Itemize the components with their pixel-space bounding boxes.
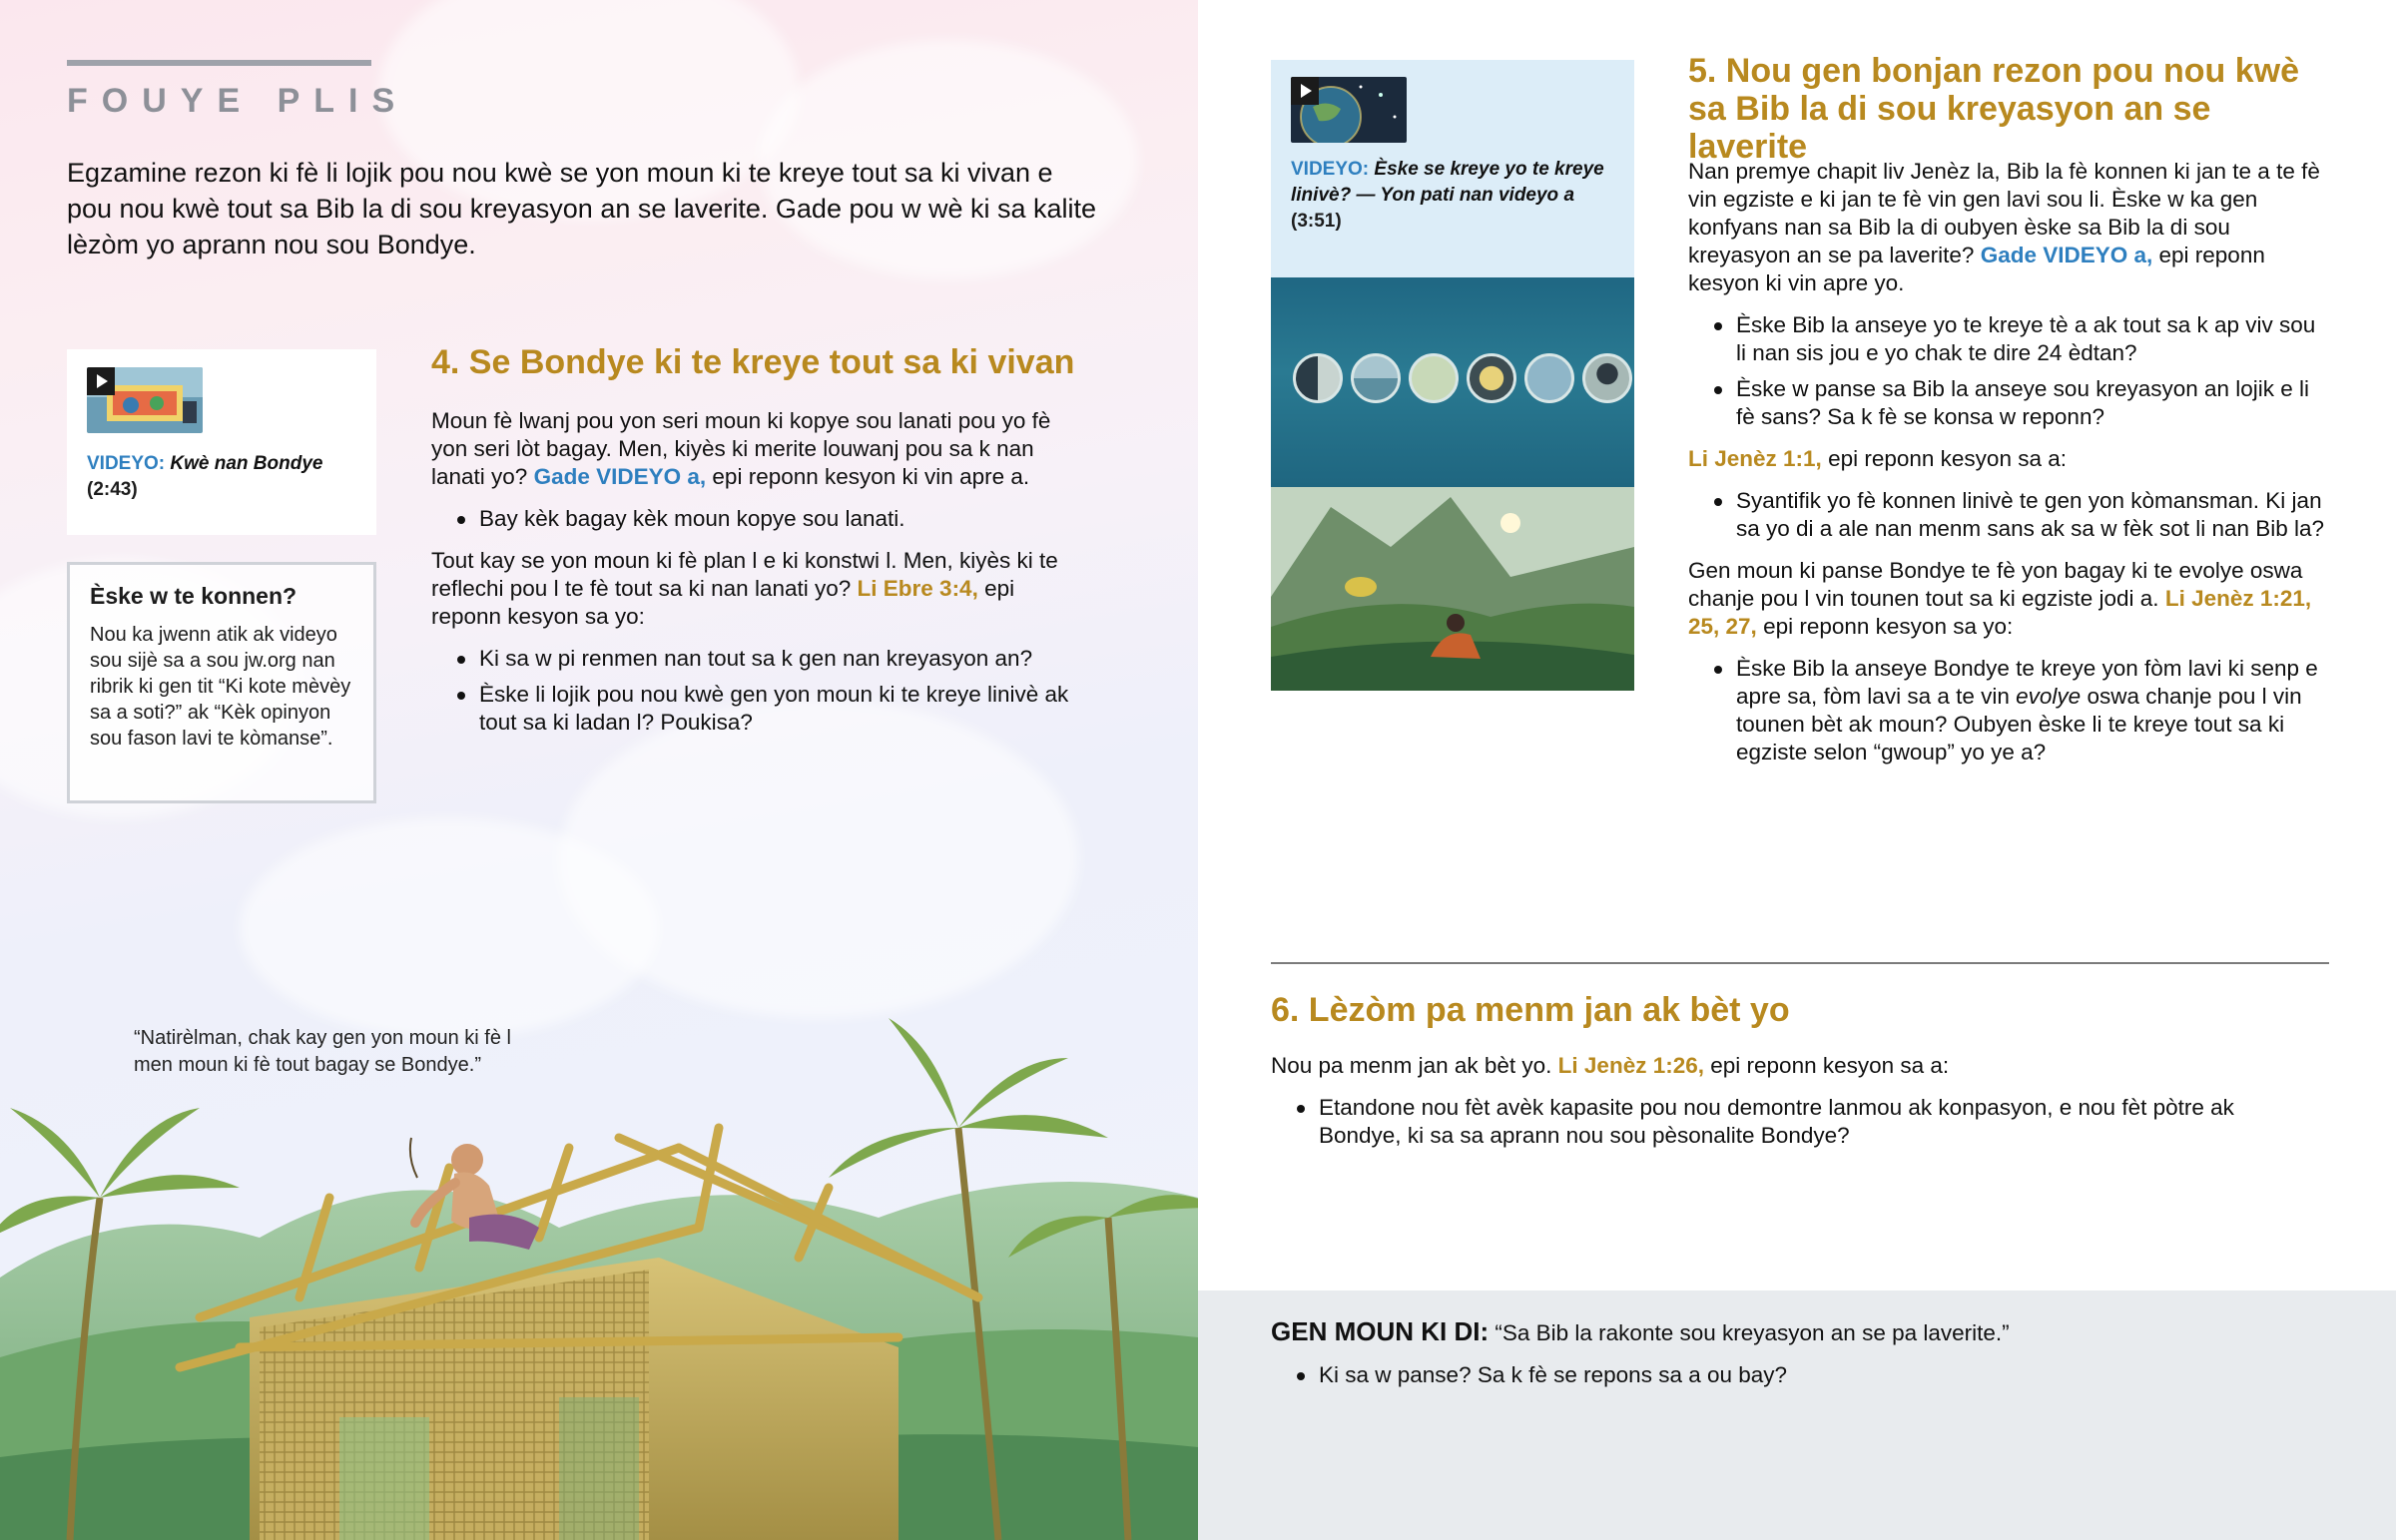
video-card-kwe-nan-bondye[interactable]: [67, 349, 376, 535]
section-6-body: [1271, 1052, 2269, 1164]
paragraph-text: Moun fè lwanj pou yon seri moun ki kopye sou lanati pou yo fè yon seri lòt bagay. Men, kiyès ki merite louwanj pou sa k nan lanati yo?: [431, 408, 1051, 489]
list-item: Syantifik yo fè konnen linivè te gen yon kòmansman. Ki jan sa yo di a ale nan menm sans ak sa w fèk sot li nan Bib la?: [1688, 487, 2327, 543]
paragraph-text: epi reponn kesyon sa yo:: [431, 576, 1015, 629]
did-you-know-box: [67, 562, 376, 803]
play-icon[interactable]: [1291, 77, 1319, 105]
paragraph-text: Tout kay se yon moun ki fè plan l e ki konstwi l. Men, kiyès ki te reflechi pou l te fè tout sa ki nan lanati yo?: [431, 548, 1058, 601]
bullet-list: [431, 645, 1080, 737]
section-4-paragraph: [431, 547, 1080, 631]
landscape-illustration: [1271, 487, 1634, 691]
list-item: Èske w panse sa Bib la anseye sou kreyasyon an lojik e li fè sans? Sa k fè se konsa w reponn?: [1688, 375, 2327, 431]
video-duration: (2:43): [87, 479, 138, 500]
day-2-sky-icon: [1351, 353, 1401, 403]
video-title: Kwè nan Bondye: [170, 453, 323, 474]
paragraph-text: epi reponn kesyon ki vin apre a.: [712, 464, 1030, 489]
list-item: Èske Bib la anseye yo te kreye tè a ak tout sa k ap viv sou li nan sis jou e yo chak te dire 24 èdtan?: [1688, 311, 2327, 367]
list-item: Bay kèk bagay kèk moun kopye sou lanati.: [431, 505, 1080, 533]
section-5-paragraph: [1688, 158, 2327, 297]
video-tag: VIDEYO:: [87, 453, 166, 474]
list-item: Ki sa w pi renmen nan tout sa k gen nan kreyasyon an?: [431, 645, 1080, 673]
intro-paragraph: Egzamine rezon ki fè li lojik pou nou kwè se yon moun ki te kreye tout sa ki vivan e pou nou kwè tout sa Bib la di sou kreyasyon an se laverite. Gade pou w wè ki sa kalite lèzòm yo aprann nou sou Bondye.: [67, 158, 1097, 259]
section-label-bar: [67, 60, 371, 66]
section-4-heading: 4. Se Bondye ki te kreye tout sa ki vivan: [431, 343, 1075, 381]
list-item-emphasis: evolye: [2016, 684, 2082, 709]
video-card-kreyasyon[interactable]: [1271, 60, 1634, 691]
bullet-list: [1688, 311, 2327, 431]
some-people-say-quote: “Sa Bib la rakonte sou kreyasyon an se pa laverite.”: [1495, 1320, 2010, 1345]
some-people-say-label: GEN MOUN KI DI:: [1271, 1316, 1490, 1346]
paragraph-text: Gen moun ki panse Bondye te fè yon bagay ki te evolye oswa chanje pou l vin tounen tout sa ki egziste jodi a.: [1688, 558, 2303, 611]
day-4-moon-icon: [1467, 353, 1516, 403]
video-tag: VIDEYO:: [1291, 159, 1370, 180]
creation-days-panel: [1271, 277, 1634, 487]
list-item: Èske li lojik pou nou kwè gen yon moun ki te kreye linivè ak tout sa ki ladan l? Poukisa?: [431, 681, 1080, 737]
section-5-heading: 5. Nou gen bonjan rezon pou nou kwè sa Bib la di sou kreyasyon an se laverite: [1688, 52, 2299, 166]
paragraph-text: epi reponn kesyon sa yo:: [1763, 614, 2014, 639]
did-you-know-text: Nou ka jwenn atik ak videyo sou sijè sa a sou jw.org nan ribrik ki gen tit “Ki kote mèvèy sa a soti?” ak “Kèk opinyon sou fason lavi te kòmanse”.: [90, 624, 351, 750]
bullet-list: [1271, 1094, 2269, 1150]
section-5-body: [1688, 158, 2327, 780]
section-5-paragraph: [1688, 557, 2327, 641]
bullet-list: [1271, 1361, 2319, 1389]
section-4-body: [431, 407, 1080, 751]
paragraph-text: epi reponn kesyon sa a:: [1710, 1053, 1950, 1078]
some-people-say-body: [1271, 1317, 2319, 1403]
day-5-bird-icon: [1524, 353, 1574, 403]
paragraph-text: Nan premye chapit liv Jenèz la, Bib la fè konnen ki jan te a te fè vin egziste e ki jan te fè vin gen lavi sou li. Èske w ka gen konfyans nan sa Bib la di oubyen èske sa Bib la di sou kreyasyon an se pa laverite?: [1688, 159, 2320, 267]
watch-video-link[interactable]: Gade VIDEYO a,: [533, 464, 707, 489]
video-thumbnail[interactable]: [87, 367, 203, 433]
section-divider: [1271, 962, 2329, 964]
section-6-heading: 6. Lèzòm pa menm jan ak bèt yo: [1271, 991, 1790, 1029]
video-duration: (3:51): [1291, 211, 1342, 232]
paragraph-text: epi reponn kesyon sa a:: [1828, 446, 2067, 471]
bullet-list: [1688, 487, 2327, 543]
video-info-panel: [1271, 60, 1634, 277]
paragraph-text: epi reponn kesyon ki vin apre yo.: [1688, 243, 2265, 295]
video-thumbnail[interactable]: [1291, 77, 1407, 143]
list-item: Ki sa w panse? Sa k fè se repons sa a ou bay?: [1271, 1361, 2319, 1389]
scripture-link-jenez-1-26[interactable]: Li Jenèz 1:26,: [1557, 1053, 1704, 1078]
scripture-link-jenez-1-21[interactable]: Li Jenèz 1:21, 25, 27,: [1688, 586, 2312, 639]
section-6-paragraph: [1271, 1052, 2269, 1080]
day-6-human-icon: [1582, 353, 1632, 403]
section-5-paragraph: [1688, 445, 2327, 473]
video-title: Èske se kreye yo te kreye linivè? — Yon pati nan videyo a: [1291, 159, 1604, 206]
list-item-text: oswa chanje pou l vin tounen bèt ak moun? Oubyen èske li te kreye tout sa ki egziste selon “gwoup” yo ye a?: [1736, 684, 2302, 765]
did-you-know-title: Èske w te konnen?: [90, 583, 298, 609]
illustration-caption: “Natirèlman, chak kay gen yon moun ki fè l men moun ki fè tout bagay se Bondye.”: [134, 1027, 511, 1076]
scripture-link-ebre-3-4[interactable]: Li Ebre 3:4,: [857, 576, 978, 601]
house-building-illustration: [0, 898, 1198, 1540]
bullet-list: [431, 505, 1080, 533]
day-3-plant-icon: [1409, 353, 1459, 403]
paragraph-text: Nou pa menm jan ak bèt yo.: [1271, 1053, 1552, 1078]
list-item-text: Èske Bib la anseye Bondye te kreye yon fòm lavi ki senp e apre sa, fòm lavi sa a te vin: [1736, 656, 2318, 709]
scripture-link-jenez-1-1[interactable]: Li Jenèz 1:1,: [1688, 446, 1822, 471]
bullet-list: [1688, 655, 2327, 767]
list-item: Etandone nou fèt avèk kapasite pou nou demontre lanmou ak konpasyon, e nou fèt pòtre ak Bondye, ki sa sa aprann nou sou pèsonalite Bondye?: [1271, 1094, 2269, 1150]
section-4-paragraph: [431, 407, 1080, 491]
watch-video-link[interactable]: Gade VIDEYO a,: [1980, 243, 2153, 267]
play-icon[interactable]: [87, 367, 115, 395]
day-1-light-icon: [1293, 353, 1343, 403]
list-item: [1688, 655, 2327, 767]
section-label: FOUYE PLIS: [67, 82, 409, 120]
